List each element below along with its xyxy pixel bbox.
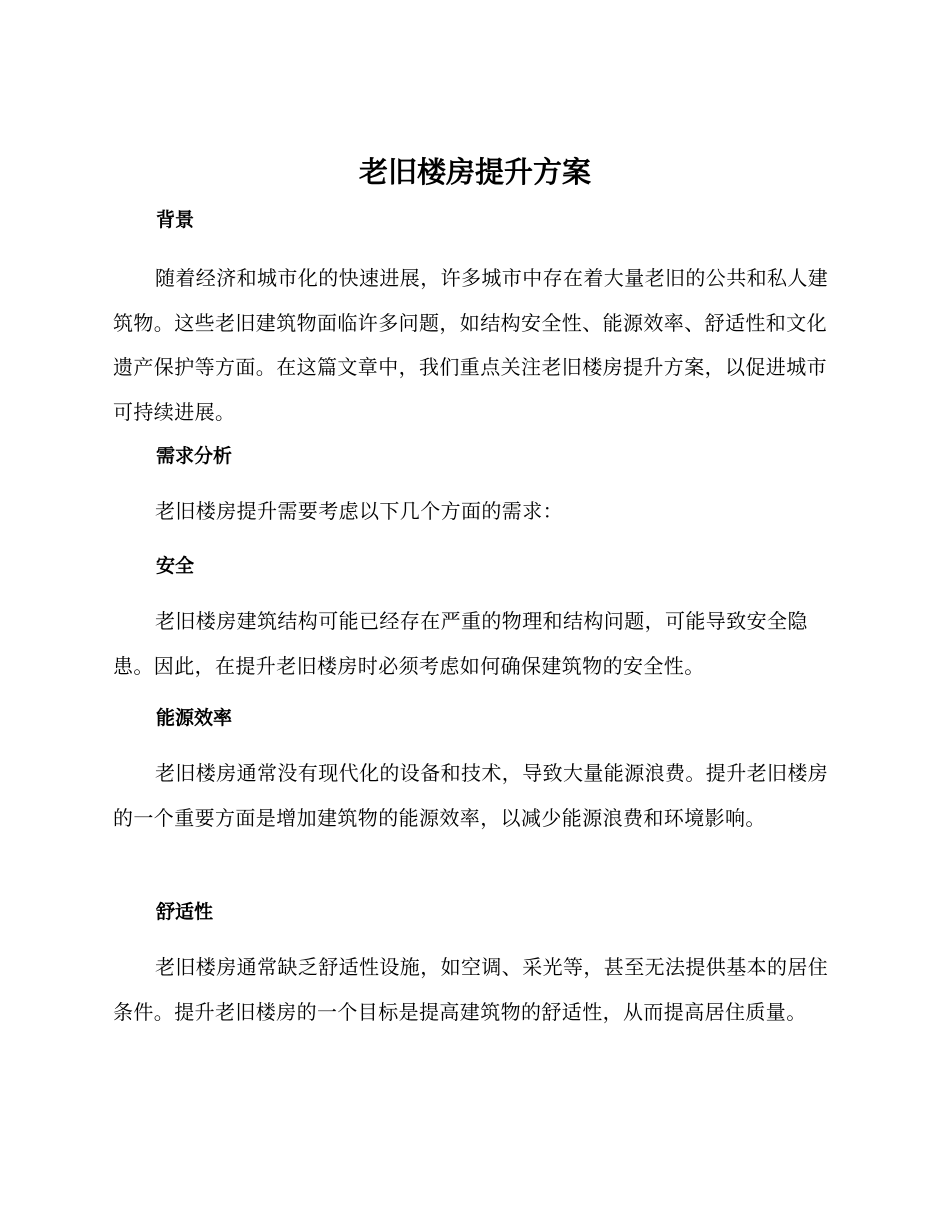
section-heading-energy-efficiency: 能源效率 xyxy=(156,707,233,729)
section-paragraph-requirements: 老旧楼房提升需要考虑以下几个方面的需求： xyxy=(155,499,563,523)
section-heading-safety: 安全 xyxy=(156,555,195,577)
section-paragraph-background: 随着经济和城市化的快速进展，许多城市中存在着大量老旧的公共和私人建筑物。这些老旧建筑物面临许多问题，如结构安全性、能源效率、舒适性和文化遗产保护等方面。在这篇文章中，我们重点关注老旧楼房提升方案，以促进城市可持续进展。 xyxy=(113,266,829,424)
section-paragraph-comfort: 老旧楼房通常缺乏舒适性设施，如空调、采光等，甚至无法提供基本的居住条件。提升老旧楼房的一个目标是提高建筑物的舒适性，从而提高居住质量。 xyxy=(113,955,829,1024)
section-heading-background: 背景 xyxy=(156,209,195,231)
document-title: 老旧楼房提升方案 xyxy=(358,155,591,189)
section-paragraph-energy-efficiency: 老旧楼房通常没有现代化的设备和技术，导致大量能源浪费。提升老旧楼房的一个重要方面是增加建筑物的能源效率，以减少能源浪费和环境影响。 xyxy=(113,761,829,830)
section-paragraph-safety: 老旧楼房建筑结构可能已经存在严重的物理和结构问题，可能导致安全隐患。因此，在提升老旧楼房时必须考虑如何确保建筑物的安全性。 xyxy=(113,609,808,678)
section-heading-requirements: 需求分析 xyxy=(156,445,233,467)
section-heading-comfort: 舒适性 xyxy=(156,901,214,923)
